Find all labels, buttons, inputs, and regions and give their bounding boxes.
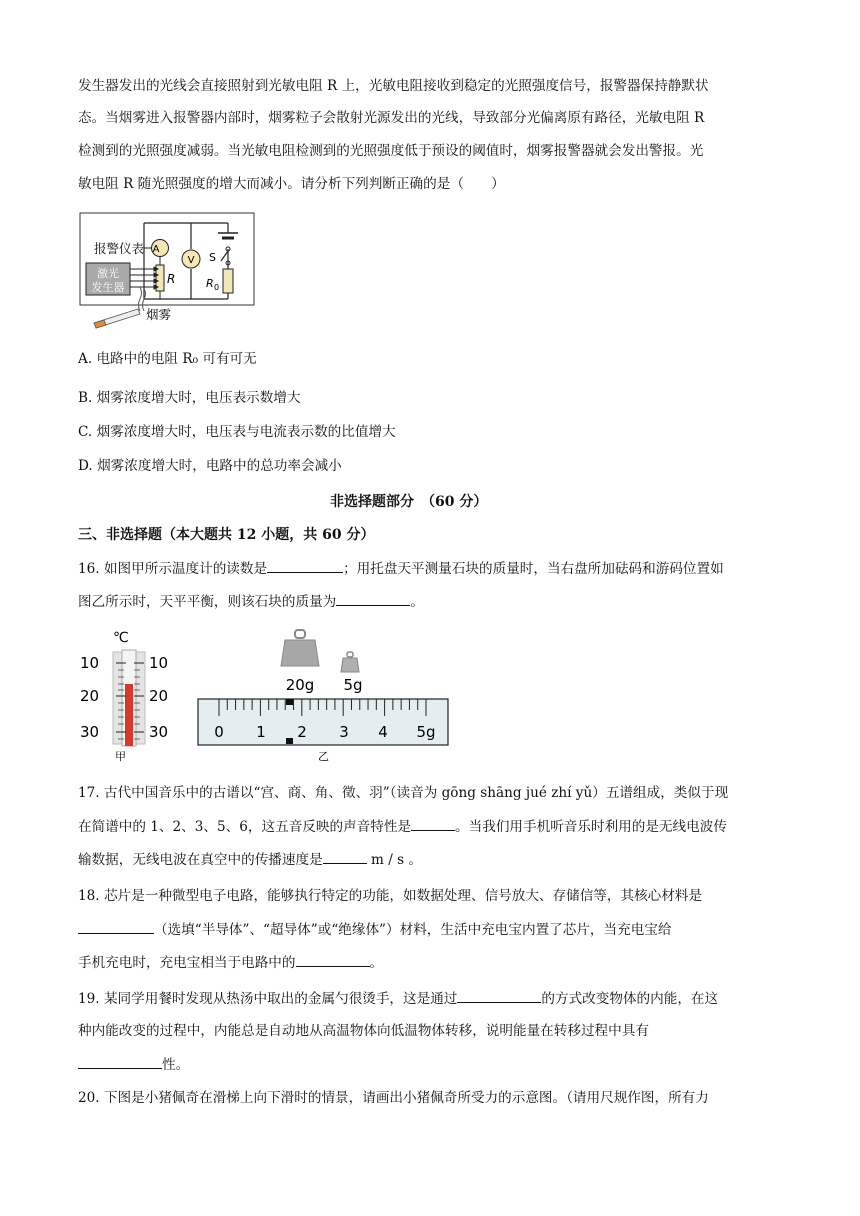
svg-text:30: 30 <box>149 723 169 741</box>
cigarette-icon <box>94 309 140 328</box>
svg-text:0: 0 <box>214 723 224 741</box>
svg-text:3: 3 <box>339 723 349 741</box>
resistor-r0 <box>223 269 233 293</box>
laser-label-1: 激光 <box>97 267 119 280</box>
q16-line-2: 图乙所示时，天平平衡，则该石块的质量为 。 <box>78 591 424 612</box>
q18-line-1: 18. 芯片是一种微型电子电路，能够执行特定的功能，如数据处理、信号放大、存储信等，其核心材料是 <box>78 888 703 904</box>
thermometer-balance-figure <box>78 626 458 764</box>
svg-text:4: 4 <box>378 723 388 741</box>
q17-line-2: 在简谱中的 1、2、3、5、6，这五音反映的声音特性是 。当我们用手机听音乐时利用的是无线电波传 <box>78 816 727 837</box>
q18-line-2: （选填“半导体”、“超导体”或“绝缘体”）材料，生活中充电宝内置了芯片，当充电宝给 <box>78 919 671 940</box>
svg-text:0: 0 <box>214 283 220 292</box>
celsius-unit: ℃ <box>113 630 129 646</box>
q15-line-3: 检测到的光照强度减弱。当光敏电阻检测到的光照强度低于预设的阈值时，烟雾报警器就会发出警报。光 <box>78 143 704 159</box>
label-yi: 乙 <box>318 750 329 763</box>
answer-blank[interactable] <box>457 988 541 1003</box>
option-d[interactable]: D. 烟雾浓度增大时，电路中的总功率会减小 <box>78 458 342 474</box>
answer-blank[interactable] <box>78 919 154 934</box>
q15-line-4: 敏电阻 R 随光照强度的增大而减小。请分析下列判断正确的是（ ） <box>78 176 505 192</box>
svg-text:20: 20 <box>149 687 169 705</box>
svg-text:1: 1 <box>256 723 266 741</box>
laser-label-2: 发生器 <box>91 281 125 294</box>
label-jia: 甲 <box>115 750 126 763</box>
smoke-alarm-circuit-figure <box>78 211 258 331</box>
alarm-meter-label: 报警仪表 <box>94 241 145 256</box>
q19-line-3: 性。 <box>78 1054 189 1075</box>
svg-text:10: 10 <box>149 654 169 672</box>
smoke-label: 烟雾 <box>146 307 172 322</box>
svg-text:2: 2 <box>297 723 307 741</box>
q16-line-1: 16. 如图甲所示温度计的读数是 ；用托盘天平测量石块的质量时，当右盘所加砝码和游码位置如 <box>78 558 724 579</box>
weight-5g-icon <box>341 652 359 672</box>
weight-20g-icon <box>281 630 319 666</box>
q17-line-3: 输数据，无线电波在真空中的传播速度是 m / s 。 <box>78 849 422 870</box>
svg-text:20: 20 <box>80 687 100 705</box>
q18-line-3: 手机充电时，充电宝相当于电路中的 。 <box>78 952 383 973</box>
answer-blank[interactable] <box>267 558 343 573</box>
q19-line-1: 19. 某同学用餐时发现从热汤中取出的金属勺很烫手，这是通过 的方式改变物体的内能，在这 <box>78 988 718 1009</box>
svg-text:10: 10 <box>80 654 100 672</box>
section-title: 三、非选择题（本大题共 12 小题，共 60 分） <box>78 527 375 543</box>
option-a[interactable]: A. 电路中的电阻 R₀ 可有可无 <box>78 351 257 367</box>
svg-text:A: A <box>152 244 160 255</box>
svg-text:V: V <box>187 255 195 266</box>
q19-line-2: 种内能改变的过程中，内能总是自动地从高温物体向低温物体转移，说明能量在转移过程中具有 <box>78 1023 649 1039</box>
answer-blank[interactable] <box>336 591 410 606</box>
resistor-r-label: R <box>167 272 176 286</box>
rider-bottom <box>286 738 293 744</box>
q15-line-2: 态。当烟雾进入报警器内部时，烟雾粒子会散射光源发出的光线，导致部分光偏离原有路径，光敏电阻 R <box>78 110 705 126</box>
q17-line-1: 17. 古代中国音乐中的古谱以“宫、商、角、徵、羽”（读音为 gōng shāng jué zhí yǔ）五谱组成，类似于现 <box>78 785 729 801</box>
svg-text:30: 30 <box>80 723 100 741</box>
q15-line-1: 发生器发出的光线会直接照射到光敏电阻 R 上，光敏电阻接收到稳定的光照强度信号，报警器保持静默状 <box>78 78 709 94</box>
answer-blank[interactable] <box>78 1054 162 1069</box>
option-c[interactable]: C. 烟雾浓度增大时，电压表与电流表示数的比值增大 <box>78 424 396 440</box>
switch-label: S <box>209 251 216 264</box>
answer-blank[interactable] <box>323 849 367 864</box>
thermometer-icon <box>113 650 145 746</box>
resistor-r0-label: R <box>206 277 214 290</box>
weight-20g-label: 20g <box>285 676 315 694</box>
svg-text:5g: 5g <box>416 723 436 741</box>
rider-top <box>286 699 293 705</box>
switch-blade <box>221 251 228 261</box>
q20-line-1: 20. 下图是小猪佩奇在滑梯上向下滑时的情景，请画出小猪佩奇所受力的示意图。（请用尺规作图，所有力 <box>78 1090 709 1106</box>
weight-5g-label: 5g <box>343 676 363 694</box>
answer-blank[interactable] <box>296 952 370 967</box>
option-b[interactable]: B. 烟雾浓度增大时，电压表示数增大 <box>78 390 301 406</box>
answer-blank[interactable] <box>411 816 455 831</box>
part-title: 非选择题部分 （60 分） <box>330 494 488 510</box>
smoke-wisp <box>139 287 142 311</box>
